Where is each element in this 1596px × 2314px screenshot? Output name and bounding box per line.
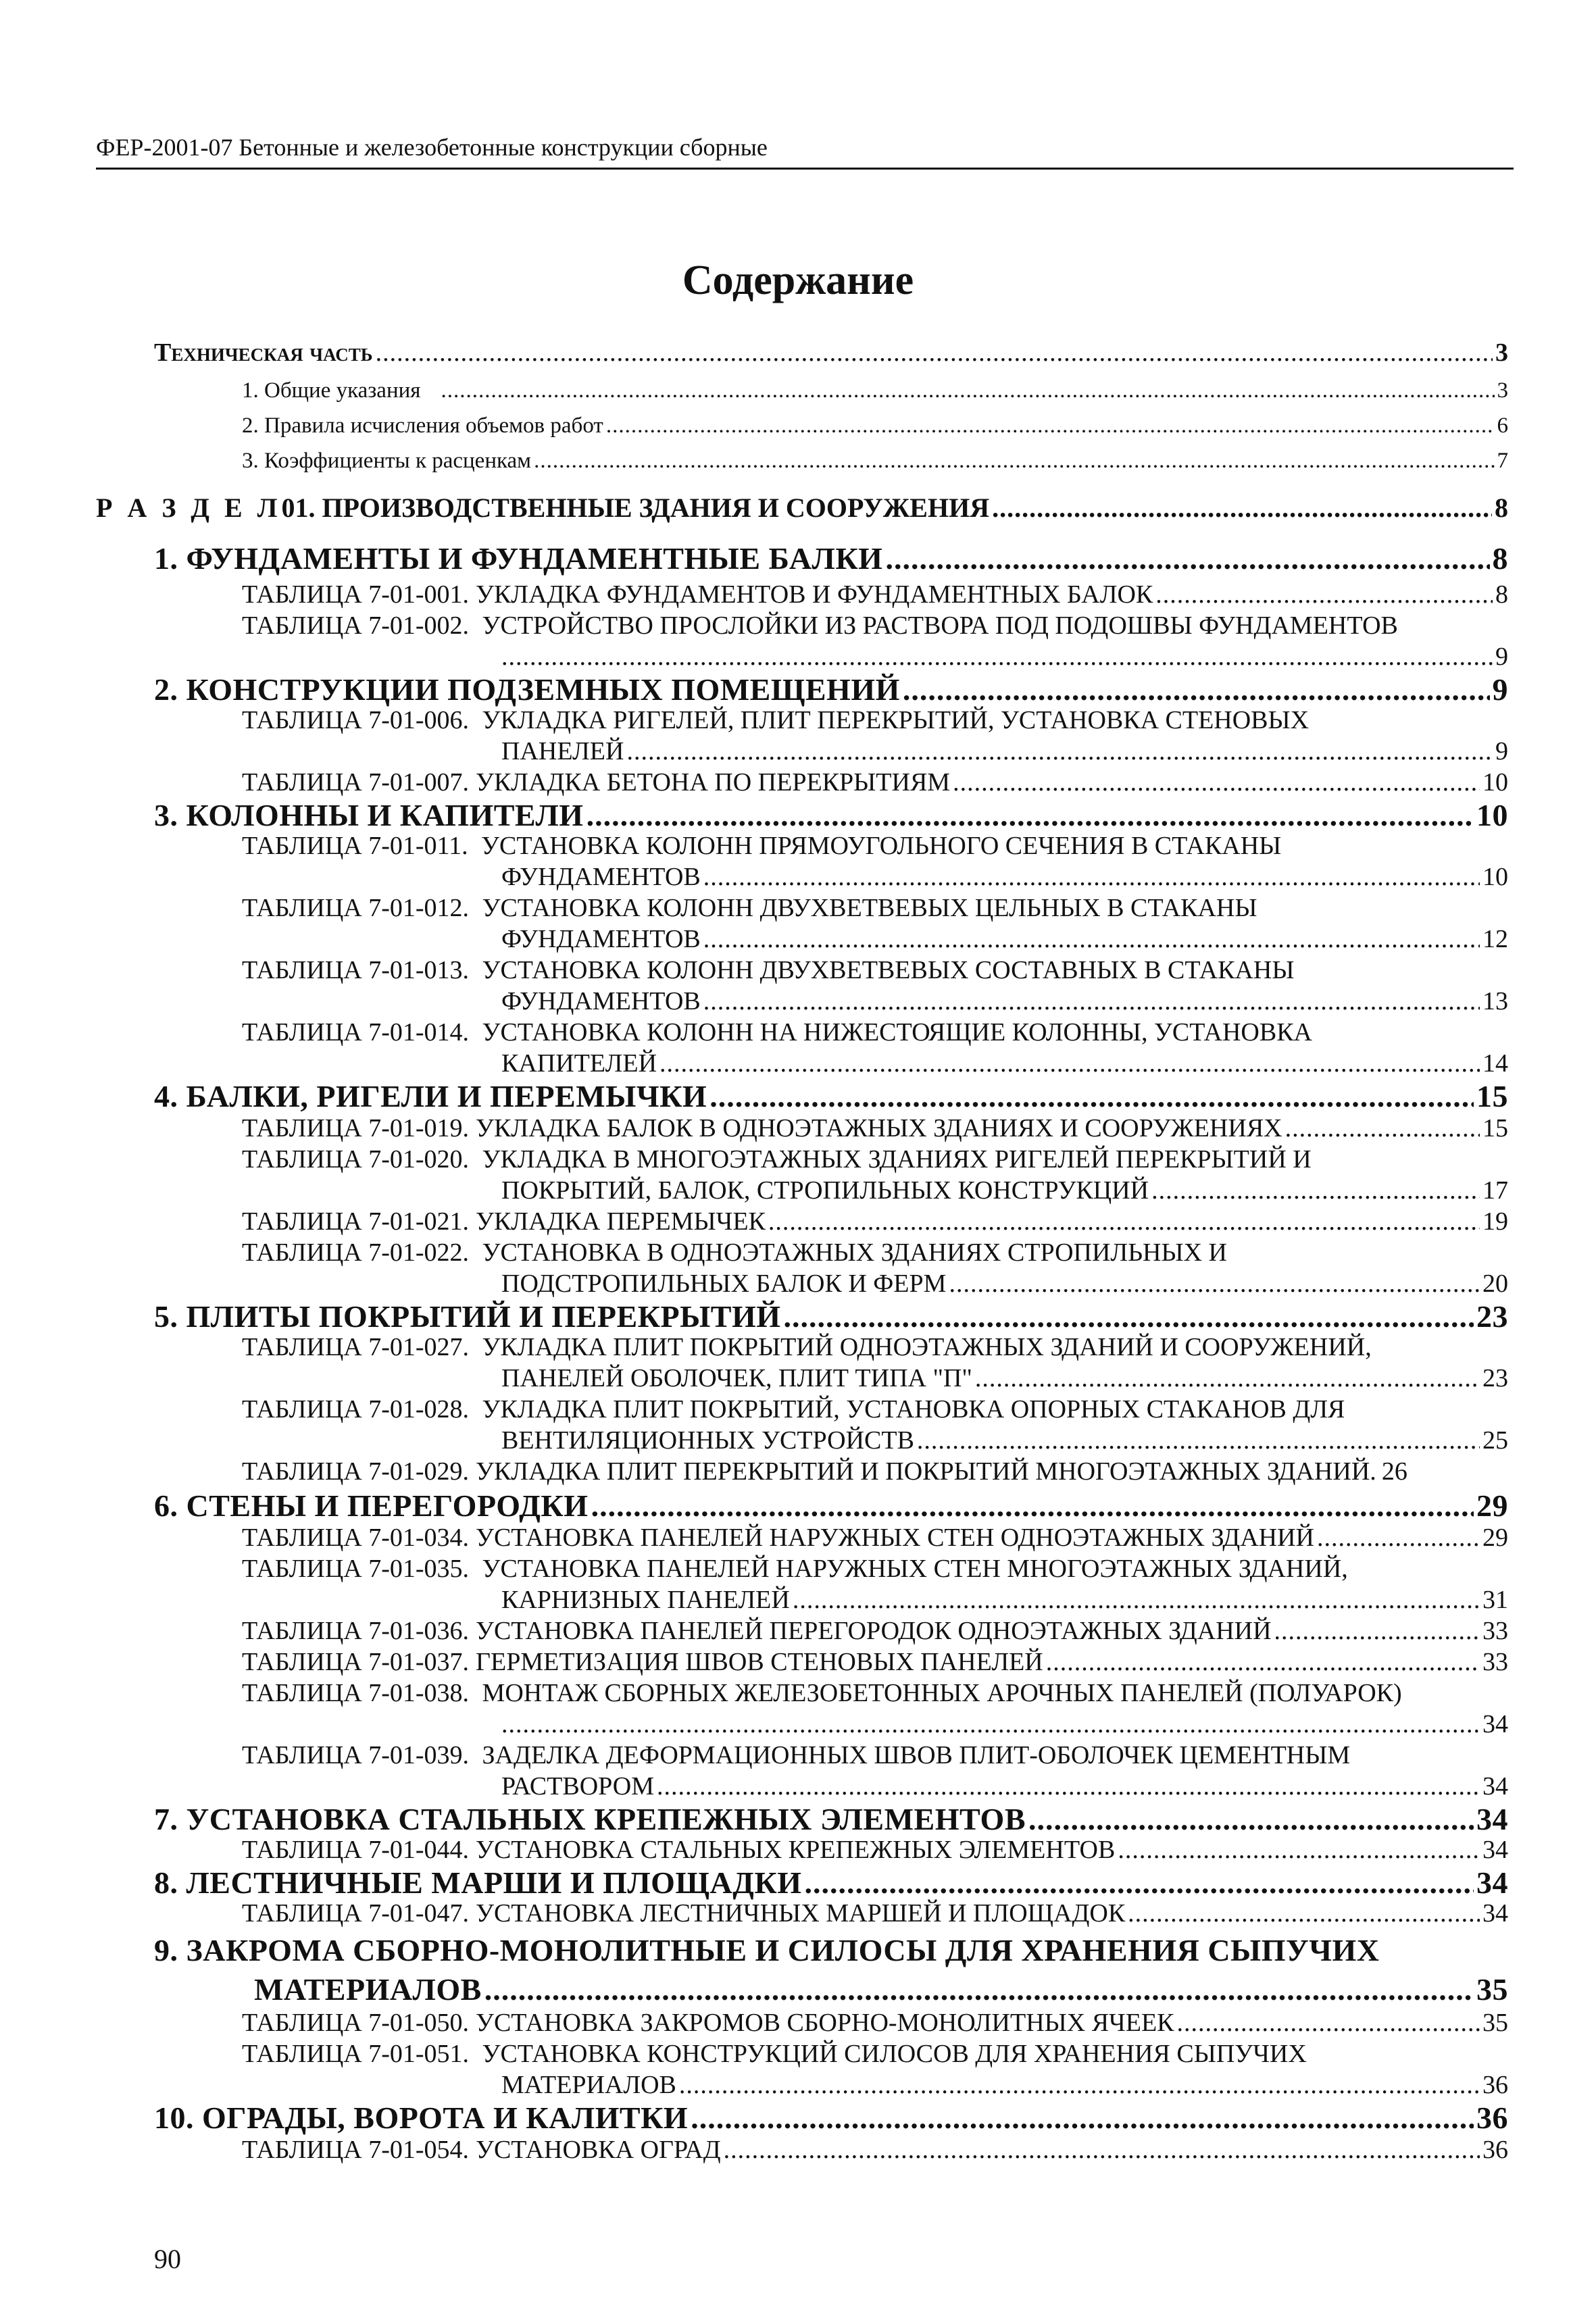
toc-table-054[interactable]	[242, 2135, 1508, 2165]
table-title: УКЛАДКА ФУНДАМЕНТОВ И ФУНДАМЕНТНЫХ БАЛОК	[476, 580, 1153, 609]
table-code: ТАБЛИЦА 7-01-028.	[242, 1395, 470, 1424]
toc-page: 15	[1476, 1079, 1508, 1113]
toc-page: 26	[1381, 1457, 1407, 1486]
page-title: Содержание	[682, 257, 914, 303]
toc-page: 33	[1482, 1648, 1508, 1676]
toc-page: 29	[1482, 1524, 1508, 1552]
toc-page: 34	[1482, 1836, 1508, 1864]
table-title-cont: ПАНЕЛЕЙ	[501, 737, 624, 765]
leader-dots	[441, 378, 1494, 403]
toc-page: 6	[1497, 413, 1508, 438]
table-code: ТАБЛИЦА 7-01-029.	[242, 1457, 470, 1486]
toc-label: 1. Общие указания	[242, 378, 421, 403]
table-title: УКЛАДКА ПЕРЕМЫЧЕК	[476, 1207, 766, 1236]
leader-dots	[591, 1488, 1474, 1524]
toc-label: 3. Коэффициенты к расценкам	[242, 449, 532, 473]
leader-dots	[626, 736, 1493, 766]
table-title: УКЛАДКА ПЛИТ ПОКРЫТИЙ ОДНОЭТАЖНЫХ ЗДАНИЙ И СООРУЖЕНИЙ,	[482, 1333, 1372, 1361]
toc-table-036[interactable]	[242, 1616, 1508, 1646]
toc-page: 36	[1482, 2071, 1508, 2099]
leader-dots	[1028, 1801, 1474, 1837]
toc-section-1[interactable]	[154, 540, 1508, 576]
toc-page: 29	[1476, 1488, 1508, 1523]
toc-page: 10	[1482, 768, 1508, 797]
table-title-cont: ПОДСТРОПИЛЬНЫХ БАЛОК И ФЕРМ	[501, 1269, 947, 1298]
leader-dots	[975, 1363, 1480, 1393]
toc-page: 34	[1482, 1899, 1508, 1928]
toc-table-002[interactable]	[242, 611, 1398, 640]
leader-dots	[501, 642, 1493, 672]
toc-table-019[interactable]	[242, 1113, 1508, 1143]
table-title: УКЛАДКА БЕТОНА ПО ПЕРЕКРЫТИЯМ	[476, 768, 951, 797]
table-title: УКЛАДКА РИГЕЛЕЙ, ПЛИТ ПЕРЕКРЫТИЙ, УСТАНОВКА СТЕНОВЫХ	[482, 706, 1310, 734]
table-code: ТАБЛИЦА 7-01-050.	[242, 2009, 470, 2037]
toc-page: 7	[1497, 449, 1508, 473]
toc-table-013[interactable]	[242, 955, 1294, 985]
toc-label: 2. КОНСТРУКЦИИ ПОДЗЕМНЫХ ПОМЕЩЕНИЙ	[154, 672, 900, 707]
toc-label: 9. ЗАКРОМА СБОРНО-МОНОЛИТНЫЕ И СИЛОСЫ ДЛЯ ХРАНЕНИЯ СЫПУЧИХ	[154, 1933, 1380, 1967]
toc-table-011[interactable]	[242, 831, 1281, 861]
table-code: ТАБЛИЦА 7-01-007.	[242, 768, 470, 797]
toc-section-6[interactable]	[154, 1488, 1508, 1524]
toc-section-9[interactable]	[154, 1932, 1380, 1968]
toc-table-038[interactable]	[242, 1678, 1402, 1708]
leader-dots	[606, 413, 1495, 438]
running-header: ФЕР-2001-07 Бетонные и железобетонные конструкции сборные	[96, 134, 768, 161]
leader-dots	[953, 768, 1480, 797]
toc-entry-tech-2[interactable]	[242, 413, 1508, 438]
table-title-cont: ВЕНТИЛЯЦИОННЫХ УСТРОЙСТВ	[501, 1426, 914, 1455]
toc-page: 14	[1482, 1049, 1508, 1078]
toc-section-5[interactable]	[154, 1299, 1508, 1334]
table-title-cont: ПОКРЫТИЙ, БАЛОК, СТРОПИЛЬНЫХ КОНСТРУКЦИЙ	[501, 1176, 1149, 1205]
toc-table-020-cont[interactable]	[501, 1176, 1508, 1205]
toc-label: Техническая часть	[154, 338, 373, 367]
leader-dots	[501, 1709, 1480, 1739]
table-title: УСТАНОВКА ЗАКРОМОВ СБОРНО-МОНОЛИТНЫХ ЯЧЕЕК	[476, 2009, 1174, 2037]
table-title-cont: РАСТВОРОМ	[501, 1772, 654, 1801]
leader-dots	[376, 338, 1493, 368]
toc-label: 8. ЛЕСТНИЧНЫЕ МАРШИ И ПЛОЩАДКИ	[154, 1865, 802, 1900]
leader-dots	[903, 672, 1490, 707]
table-title: УСТАНОВКА В ОДНОЭТАЖНЫХ ЗДАНИЯХ СТРОПИЛЬНЫХ И	[482, 1238, 1227, 1267]
leader-dots	[917, 1426, 1480, 1455]
table-code: ТАБЛИЦА 7-01-001.	[242, 580, 470, 609]
toc-table-012-cont[interactable]	[501, 924, 1508, 954]
toc-label: 7. УСТАНОВКА СТАЛЬНЫХ КРЕПЕЖНЫХ ЭЛЕМЕНТОВ	[154, 1802, 1026, 1836]
toc-section-4[interactable]	[154, 1078, 1508, 1114]
toc-section-2[interactable]	[154, 672, 1508, 707]
table-title: УСТАНОВКА ЛЕСТНИЧНЫХ МАРШЕЙ И ПЛОЩАДОК	[476, 1899, 1126, 1928]
leader-dots	[1046, 1647, 1480, 1677]
toc-table-029[interactable]	[242, 1457, 1508, 1486]
table-title: УСТАНОВКА ПАНЕЛЕЙ НАРУЖНЫХ СТЕН ОДНОЭТАЖНЫХ ЗДАНИЙ	[476, 1524, 1314, 1552]
leader-dots	[679, 2070, 1480, 2100]
leader-dots	[691, 2100, 1474, 2136]
toc-section-7[interactable]	[154, 1801, 1508, 1837]
leader-dots	[1177, 2008, 1480, 2038]
table-code: ТАБЛИЦА 7-01-002.	[242, 611, 470, 640]
table-title: ГЕРМЕТИЗАЦИЯ ШВОВ СТЕНОВЫХ ПАНЕЛЕЙ	[476, 1648, 1043, 1676]
toc-page: 23	[1482, 1364, 1508, 1392]
table-code: ТАБЛИЦА 7-01-006.	[242, 706, 470, 734]
toc-page: 9	[1495, 643, 1508, 671]
toc-label: 01. ПРОИЗВОДСТВЕННЫЕ ЗДАНИЯ И СООРУЖЕНИЯ	[281, 493, 990, 523]
toc-page: 13	[1482, 987, 1508, 1015]
table-code: ТАБЛИЦА 7-01-035.	[242, 1555, 470, 1583]
table-code: ТАБЛИЦА 7-01-044.	[242, 1836, 470, 1864]
leader-dots	[703, 986, 1480, 1016]
leader-dots	[1118, 1835, 1480, 1865]
leader-dots	[484, 1971, 1474, 2007]
table-title: УСТАНОВКА КОЛОНН ДВУХВЕТВЕВЫХ ЦЕЛЬНЫХ В СТАКАНЫ	[482, 894, 1257, 922]
toc-table-035[interactable]	[242, 1554, 1348, 1584]
toc-page: 8	[1492, 541, 1508, 576]
toc-section-8[interactable]	[154, 1865, 1508, 1901]
table-code: ТАБЛИЦА 7-01-047.	[242, 1899, 470, 1928]
toc-section-3[interactable]	[154, 797, 1508, 833]
leader-dots	[703, 924, 1480, 954]
table-title-cont: ФУНДАМЕНТОВ	[501, 987, 701, 1015]
toc-table-047[interactable]	[242, 1898, 1508, 1928]
leader-dots	[793, 1585, 1480, 1615]
toc-page: 25	[1482, 1426, 1508, 1455]
toc-section-9-cont[interactable]	[254, 1971, 1508, 2007]
table-title-cont: ФУНДАМЕНТОВ	[501, 863, 701, 891]
table-title: УСТАНОВКА ОГРАД	[476, 2136, 721, 2164]
table-code: ТАБЛИЦА 7-01-051.	[242, 2040, 470, 2068]
toc-table-039-cont[interactable]	[501, 1771, 1508, 1801]
toc-table-022[interactable]	[242, 1238, 1227, 1267]
toc-page: 34	[1476, 1802, 1508, 1836]
table-code: ТАБЛИЦА 7-01-022.	[242, 1238, 470, 1267]
toc-label: 10. ОГРАДЫ, ВОРОТА И КАЛИТКИ	[154, 2101, 689, 2135]
toc-table-021[interactable]	[242, 1207, 1508, 1236]
toc-table-037[interactable]	[242, 1647, 1508, 1677]
leader-dots	[534, 449, 1494, 474]
leader-dots	[949, 1269, 1480, 1299]
toc-page: 10	[1482, 863, 1508, 891]
toc-label: 6. СТЕНЫ И ПЕРЕГОРОДКИ	[154, 1488, 589, 1523]
leader-dots	[724, 2135, 1480, 2165]
toc-table-011-cont[interactable]	[501, 862, 1508, 892]
toc-page: 33	[1482, 1617, 1508, 1645]
table-title: УСТАНОВКА СТАЛЬНЫХ КРЕПЕЖНЫХ ЭЛЕМЕНТОВ	[476, 1836, 1116, 1864]
table-code: ТАБЛИЦА 7-01-036.	[242, 1617, 470, 1645]
table-title: УКЛАДКА ПЛИТ ПОКРЫТИЙ, УСТАНОВКА ОПОРНЫХ СТАКАНОВ ДЛЯ	[482, 1395, 1345, 1424]
toc-page: 15	[1482, 1114, 1508, 1142]
toc-table-002-page[interactable]	[501, 642, 1508, 672]
toc-page: 23	[1476, 1299, 1508, 1334]
table-title: УСТАНОВКА КОНСТРУКЦИЙ СИЛОСОВ ДЛЯ ХРАНЕНИЯ СЫПУЧИХ	[482, 2040, 1307, 2068]
table-title: УСТАНОВКА КОЛОНН ПРЯМОУГОЛЬНОГО СЕЧЕНИЯ В СТАКАНЫ	[481, 832, 1282, 860]
toc-table-013-cont[interactable]	[501, 986, 1508, 1016]
toc-page: 17	[1482, 1176, 1508, 1205]
toc-table-007[interactable]	[242, 768, 1508, 797]
toc-label: 3. КОЛОННЫ И КАПИТЕЛИ	[154, 798, 584, 832]
toc-page: 34	[1482, 1772, 1508, 1801]
toc-label-cont: МАТЕРИАЛОВ	[254, 1972, 482, 2007]
toc-table-051-cont[interactable]	[501, 2070, 1508, 2100]
toc-table-051[interactable]	[242, 2039, 1307, 2069]
leader-dots	[804, 1865, 1474, 1901]
toc-table-006-cont[interactable]	[501, 736, 1508, 766]
toc-page: 10	[1476, 798, 1508, 832]
leader-dots	[1317, 1523, 1480, 1553]
table-code: ТАБЛИЦА 7-01-019.	[242, 1114, 470, 1142]
leader-dots	[885, 540, 1489, 576]
table-title-cont: КАРНИЗНЫХ ПАНЕЛЕЙ	[501, 1586, 790, 1614]
toc-table-038-page[interactable]	[501, 1709, 1508, 1739]
leader-dots	[1274, 1616, 1480, 1646]
toc-section-10[interactable]	[154, 2100, 1508, 2136]
toc-page: 34	[1476, 1865, 1508, 1900]
toc-page: 8	[1495, 580, 1508, 609]
toc-table-014-cont[interactable]	[501, 1049, 1508, 1078]
table-code: ТАБЛИЦА 7-01-021.	[242, 1207, 470, 1236]
toc-page: 12	[1482, 925, 1508, 953]
leader-dots	[1285, 1113, 1480, 1143]
toc-table-020[interactable]	[242, 1145, 1312, 1174]
table-code: ТАБЛИЦА 7-01-039.	[242, 1741, 470, 1769]
toc-entry-tech[interactable]	[154, 338, 1508, 368]
leader-dots	[1128, 1898, 1480, 1928]
table-title: ЗАДЕЛКА ДЕФОРМАЦИОННЫХ ШВОВ ПЛИТ-ОБОЛОЧЕК ЦЕМЕНТНЫМ	[482, 1741, 1351, 1769]
leader-dots	[992, 492, 1492, 524]
toc-page: 34	[1482, 1710, 1508, 1738]
toc-label: 1. ФУНДАМЕНТЫ И ФУНДАМЕНТНЫЕ БАЛКИ	[154, 541, 883, 576]
toc-table-044[interactable]	[242, 1835, 1508, 1865]
table-code: ТАБЛИЦА 7-01-038.	[242, 1679, 470, 1707]
table-title: УСТРОЙСТВО ПРОСЛОЙКИ ИЗ РАСТВОРА ПОД ПОДОШВЫ ФУНДАМЕНТОВ	[482, 611, 1398, 640]
toc-page: 35	[1482, 2009, 1508, 2037]
toc-page: 3	[1497, 378, 1508, 403]
toc-table-050[interactable]	[242, 2008, 1508, 2038]
table-code: ТАБЛИЦА 7-01-014.	[242, 1018, 470, 1047]
toc-table-028-cont[interactable]	[501, 1426, 1508, 1455]
table-title: УКЛАДКА БАЛОК В ОДНОЭТАЖНЫХ ЗДАНИЯХ И СООРУЖЕНИЯХ	[476, 1114, 1282, 1142]
leader-dots	[659, 1049, 1480, 1078]
leader-dots	[587, 797, 1474, 833]
toc-table-027[interactable]	[242, 1332, 1372, 1362]
toc-entry-tech-1[interactable]	[242, 378, 1508, 403]
leader-dots	[709, 1078, 1474, 1114]
toc-entry-tech-3[interactable]	[242, 449, 1508, 474]
toc-label: 5. ПЛИТЫ ПОКРЫТИЙ И ПЕРЕКРЫТИЙ	[154, 1299, 781, 1334]
table-title: УСТАНОВКА КОЛОНН ДВУХВЕТВЕВЫХ СОСТАВНЫХ В СТАКАНЫ	[482, 956, 1295, 984]
leader-dots	[784, 1299, 1474, 1334]
table-title-cont: ПАНЕЛЕЙ ОБОЛОЧЕК, ПЛИТ ТИПА "П"	[501, 1364, 972, 1392]
toc-page: 9	[1495, 737, 1508, 765]
table-title: УСТАНОВКА ПАНЕЛЕЙ ПЕРЕГОРОДОК ОДНОЭТАЖНЫХ ЗДАНИЙ	[476, 1617, 1272, 1645]
toc-table-027-cont[interactable]	[501, 1363, 1508, 1393]
table-code: ТАБЛИЦА 7-01-012.	[242, 894, 470, 922]
table-code: ТАБЛИЦА 7-01-013.	[242, 956, 470, 984]
toc-table-039[interactable]	[242, 1740, 1350, 1770]
toc-page: 36	[1482, 2136, 1508, 2164]
toc-label: 2. Правила исчисления объемов работ	[242, 413, 603, 438]
toc-entry-razdel[interactable]	[96, 492, 1508, 524]
leader-dots	[1151, 1176, 1480, 1205]
table-title: УСТАНОВКА ПАНЕЛЕЙ НАРУЖНЫХ СТЕН МНОГОЭТАЖНЫХ ЗДАНИЙ,	[482, 1555, 1348, 1583]
table-title-cont: ФУНДАМЕНТОВ	[501, 925, 701, 953]
leader-dots	[703, 862, 1480, 892]
toc-table-012[interactable]	[242, 893, 1257, 923]
toc-page: 20	[1482, 1269, 1508, 1298]
table-title-cont: МАТЕРИАЛОВ	[501, 2071, 676, 2099]
table-title: МОНТАЖ СБОРНЫХ ЖЕЛЕЗОБЕТОННЫХ АРОЧНЫХ ПАНЕЛЕЙ (ПОЛУАРОК)	[482, 1679, 1402, 1707]
leader-dots	[657, 1771, 1480, 1801]
toc-table-006[interactable]	[242, 705, 1309, 735]
toc-page: 8	[1495, 493, 1508, 523]
page-number: 90	[154, 2244, 181, 2274]
leader-dots	[768, 1207, 1480, 1236]
table-code: ТАБЛИЦА 7-01-034.	[242, 1524, 470, 1552]
toc-table-028[interactable]	[242, 1394, 1345, 1424]
razdel-prefix: Р А З Д Е Л	[96, 493, 282, 523]
table-title: УКЛАДКА ПЛИТ ПЕРЕКРЫТИЙ И ПОКРЫТИЙ МНОГОЭТАЖНЫХ ЗДАНИЙ.	[476, 1457, 1376, 1486]
leader-dots	[1155, 580, 1493, 609]
table-title-cont: КАПИТЕЛЕЙ	[501, 1049, 657, 1078]
table-code: ТАБЛИЦА 7-01-011.	[242, 832, 468, 860]
toc-table-022-cont[interactable]	[501, 1269, 1508, 1299]
toc-page: 31	[1482, 1586, 1508, 1614]
toc-page: 36	[1476, 2101, 1508, 2135]
toc-page: 19	[1482, 1207, 1508, 1236]
table-code: ТАБЛИЦА 7-01-020.	[242, 1145, 470, 1174]
toc-label: 4. БАЛКИ, РИГЕЛИ И ПЕРЕМЫЧКИ	[154, 1079, 707, 1113]
toc-page: 9	[1492, 672, 1508, 707]
table-title: УКЛАДКА В МНОГОЭТАЖНЫХ ЗДАНИЯХ РИГЕЛЕЙ ПЕРЕКРЫТИЙ И	[482, 1145, 1312, 1174]
toc-page: 3	[1495, 338, 1508, 367]
toc-table-035-cont[interactable]	[501, 1585, 1508, 1615]
table-code: ТАБЛИЦА 7-01-037.	[242, 1648, 470, 1676]
table-title: УСТАНОВКА КОЛОНН НА НИЖЕСТОЯЩИЕ КОЛОННЫ, УСТАНОВКА	[482, 1018, 1312, 1047]
toc-table-034[interactable]	[242, 1523, 1508, 1553]
toc-page: 35	[1476, 1972, 1508, 2007]
toc-table-001[interactable]	[242, 580, 1508, 609]
table-code: ТАБЛИЦА 7-01-054.	[242, 2136, 470, 2164]
table-code: ТАБЛИЦА 7-01-027.	[242, 1333, 470, 1361]
toc-table-014[interactable]	[242, 1017, 1312, 1047]
